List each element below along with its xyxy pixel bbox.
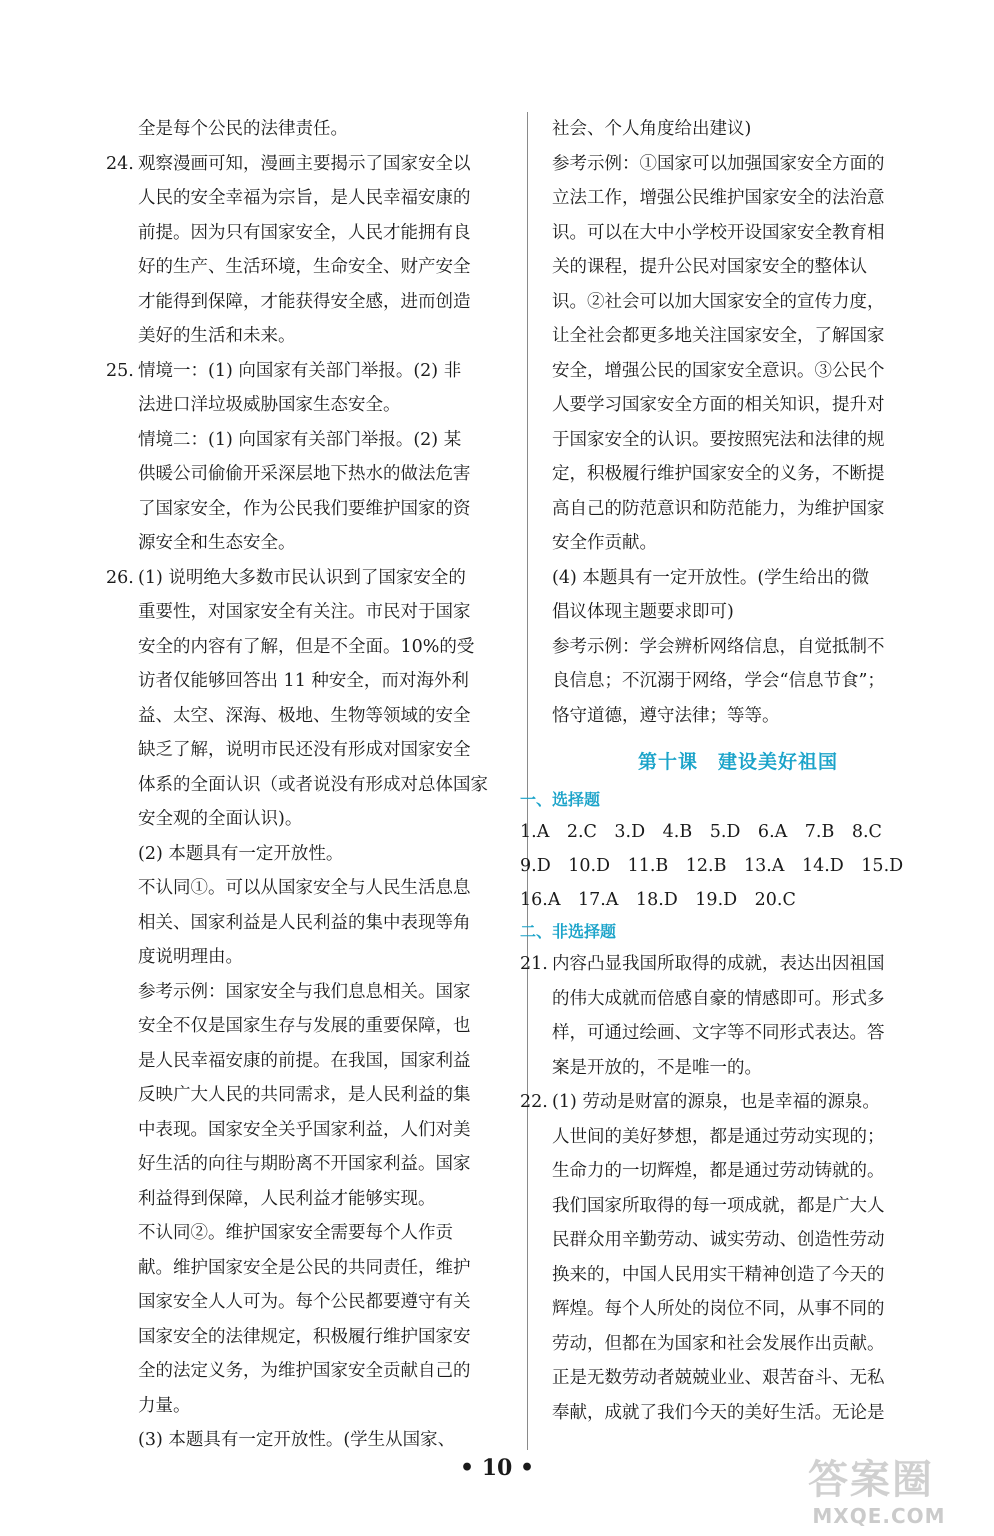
text-line: 观察漫画可知，漫画主要揭示了国家安全以 xyxy=(138,153,471,174)
text-line: 参考示例：学会辨析网络信息，自觉抵制不 xyxy=(552,636,885,657)
text-line: 的伟大成就而倍感自豪的情感即可。形式多 xyxy=(552,988,885,1009)
text-line: 源安全和生态安全。 xyxy=(138,533,296,553)
text-line: 内容凸显我国所取得的成就，表达出因祖国 xyxy=(552,954,885,974)
text-line: 奉献，成就了我们今天的美好生活。无论是 xyxy=(552,1402,885,1423)
text-line: 情境二：(1) 向国家有关部门举报。(2) 某 xyxy=(138,429,462,450)
question-21 xyxy=(520,947,924,982)
question-25 xyxy=(106,354,510,389)
text-line: 人世间的美好梦想，都是通过劳动实现的； xyxy=(552,1126,885,1147)
question-26 xyxy=(106,561,510,596)
text-line: 样，可通过绘画、文字等不同形式表达。答 xyxy=(552,1023,885,1043)
text-line: 民群众用辛勤劳动、诚实劳动、创造性劳动 xyxy=(552,1230,885,1250)
text-line: 中表现。国家安全关乎国家利益，人们对美 xyxy=(138,1119,471,1140)
answer-row: 1.A 2.C 3.D 4.B 5.D 6.A 7.B 8.C xyxy=(520,822,882,842)
text-line: 体系的全面认识（或者说没有形成对总体国家 xyxy=(138,774,488,795)
text-line: 识。②社会可以加大国家安全的宣传力度， xyxy=(552,291,885,312)
text-line: 人民的安全幸福为宗旨，是人民幸福安康的 xyxy=(138,188,471,208)
text-line: 安全观的全面认识)。 xyxy=(138,809,303,829)
text-line: 了国家安全，作为公民我们要维护国家的资 xyxy=(138,498,471,519)
left-column xyxy=(106,112,510,1458)
lesson-title: 第十课 建设美好祖国 xyxy=(637,751,838,773)
text-line: 于国家安全的认识。要按照宪法和法律的规 xyxy=(552,429,885,450)
text-line: 国家安全人人可为。每个公民都要遵守有关 xyxy=(138,1292,471,1312)
text-line: 我们国家所取得的每一项成就，都是广大人 xyxy=(552,1195,885,1216)
text-line: 良信息；不沉溺于网络，学会“信息节食”； xyxy=(552,671,885,691)
text-line: 参考示例：国家安全与我们息息相关。国家 xyxy=(138,981,471,1002)
column-divider xyxy=(527,112,528,1450)
text-line: 是人民幸福安康的前提。在我国，国家利益 xyxy=(138,1050,471,1071)
text-line: 识。可以在大中小学校开设国家安全教育相 xyxy=(552,222,885,243)
text-line: 美好的生活和未来。 xyxy=(138,326,296,346)
text-line: 不认同①。可以从国家安全与人民生活息息 xyxy=(138,878,471,898)
text-line: (3) 本题具有一定开放性。(学生从国家、 xyxy=(138,1430,456,1450)
watermark-site-text: MXQE.COM xyxy=(812,1504,946,1528)
text-line: 生命力的一切辉煌，都是通过劳动铸就的。 xyxy=(552,1161,885,1181)
text-line: 国家安全的法律规定，积极履行维护国家安 xyxy=(138,1326,471,1347)
question-number: 21. xyxy=(520,954,548,974)
text-line: 安全，增强公民的国家安全意识。③公民个 xyxy=(552,360,885,381)
watermark-logo-text: 答案圈 xyxy=(808,1457,934,1503)
text-line: 好生活的向往与期盼离不开国家利益。国家 xyxy=(138,1154,471,1174)
text-line: 辉煌。每个人所处的岗位不同，从事不同的 xyxy=(552,1299,885,1319)
text-line: 献。维护国家安全是公民的共同责任，维护 xyxy=(138,1257,471,1278)
page-number: • 10 • xyxy=(459,1455,535,1481)
text-line: 参考示例：①国家可以加强国家安全方面的 xyxy=(552,153,885,174)
text-line: 供暖公司偷偷开采深层地下热水的做法危害 xyxy=(138,464,471,484)
text-line: 安全的内容有了解，但是不全面。10%的受 xyxy=(138,636,475,657)
text-line: 安全不仅是国家生存与发展的重要保障，也 xyxy=(138,1016,471,1036)
text-line: 劳动，但都在为国家和社会发展作出贡献。 xyxy=(552,1333,885,1354)
text-line: (1) 劳动是财富的源泉，也是幸福的源泉。 xyxy=(552,1092,880,1112)
watermark-logo xyxy=(794,1448,964,1528)
text-line: 社会、个人角度给出建议) xyxy=(552,119,752,139)
text-line: (4) 本题具有一定开放性。(学生给出的微 xyxy=(552,567,870,588)
text-line: 力量。 xyxy=(138,1395,191,1416)
text-line: 倡议体现主题要求即可) xyxy=(552,602,734,622)
right-column xyxy=(520,112,924,1430)
section-heading-choice: 一、选择题 xyxy=(520,790,601,809)
text-line: 换来的，中国人民用实干精神创造了今天的 xyxy=(552,1264,885,1285)
section-heading-nonchoice: 二、非选择题 xyxy=(520,922,617,941)
question-24 xyxy=(106,147,510,182)
question-number: 25. xyxy=(106,360,134,381)
text-line: 度说明理由。 xyxy=(138,947,243,967)
text-line: 利益得到保障，人民利益才能够实现。 xyxy=(138,1188,436,1209)
text-line: 访者仅能够回答出 11 种安全，而对海外利 xyxy=(138,671,469,691)
text-line: 缺乏了解，说明市民还没有形成对国家安全 xyxy=(138,740,471,760)
answer-row: 16.A 17.A 18.D 19.D 20.C xyxy=(520,890,796,910)
text-line: 立法工作，增强公民维护国家安全的法治意 xyxy=(552,188,885,208)
text-line: 人要学习国家安全方面的相关知识，提升对 xyxy=(552,395,885,415)
text-line: 不认同②。维护国家安全需要每个人作贡 xyxy=(138,1223,453,1243)
question-number: 22. xyxy=(520,1092,548,1112)
text-line: 全的法定义务，为维护国家安全贡献自己的 xyxy=(138,1361,471,1381)
text-line: 案是开放的，不是唯一的。 xyxy=(552,1057,762,1078)
text-line: 恪守道德，遵守法律；等等。 xyxy=(552,705,780,726)
text-line: 高自己的防范意识和防范能力，为维护国家 xyxy=(552,498,885,519)
text-line: 前提。因为只有国家安全，人民才能拥有良 xyxy=(138,222,471,243)
text-line: 益、太空、深海、极地、生物等领域的安全 xyxy=(138,705,471,726)
text-line: 才能得到保障，才能获得安全感，进而创造 xyxy=(138,291,471,312)
question-number: 24. xyxy=(106,153,134,174)
question-22 xyxy=(520,1085,924,1120)
text-line: 关的课程，提升公民对国家安全的整体认 xyxy=(552,257,867,277)
text-line: 安全作贡献。 xyxy=(552,533,657,553)
text-line: 让全社会都更多地关注国家安全，了解国家 xyxy=(552,326,885,346)
text-line: 好的生产、生活环境，生命安全、财产安全 xyxy=(138,257,471,277)
text-line: 定，积极履行维护国家安全的义务，不断提 xyxy=(552,464,885,484)
text-line: 相关、国家利益是人民利益的集中表现等角 xyxy=(138,912,471,933)
text-line: 全是每个公民的法律责任。 xyxy=(138,119,348,139)
text-line: 正是无数劳动者兢兢业业、艰苦奋斗、无私 xyxy=(552,1368,885,1388)
question-number: 26. xyxy=(106,567,134,588)
text-line: 重要性，对国家安全有关注。市民对于国家 xyxy=(138,602,471,622)
answer-key xyxy=(520,815,924,917)
text-line: 反映广大人民的共同需求，是人民利益的集 xyxy=(138,1085,471,1105)
text-line: 情境一：(1) 向国家有关部门举报。(2) 非 xyxy=(138,360,462,381)
text-line: (2) 本题具有一定开放性。 xyxy=(138,843,344,864)
text-line: 法进口洋垃圾威胁国家生态安全。 xyxy=(138,395,401,415)
text-line: (1) 说明绝大多数市民认识到了国家安全的 xyxy=(138,567,466,588)
answer-row: 9.D 10.D 11.B 12.B 13.A 14.D 15.D xyxy=(520,856,904,876)
